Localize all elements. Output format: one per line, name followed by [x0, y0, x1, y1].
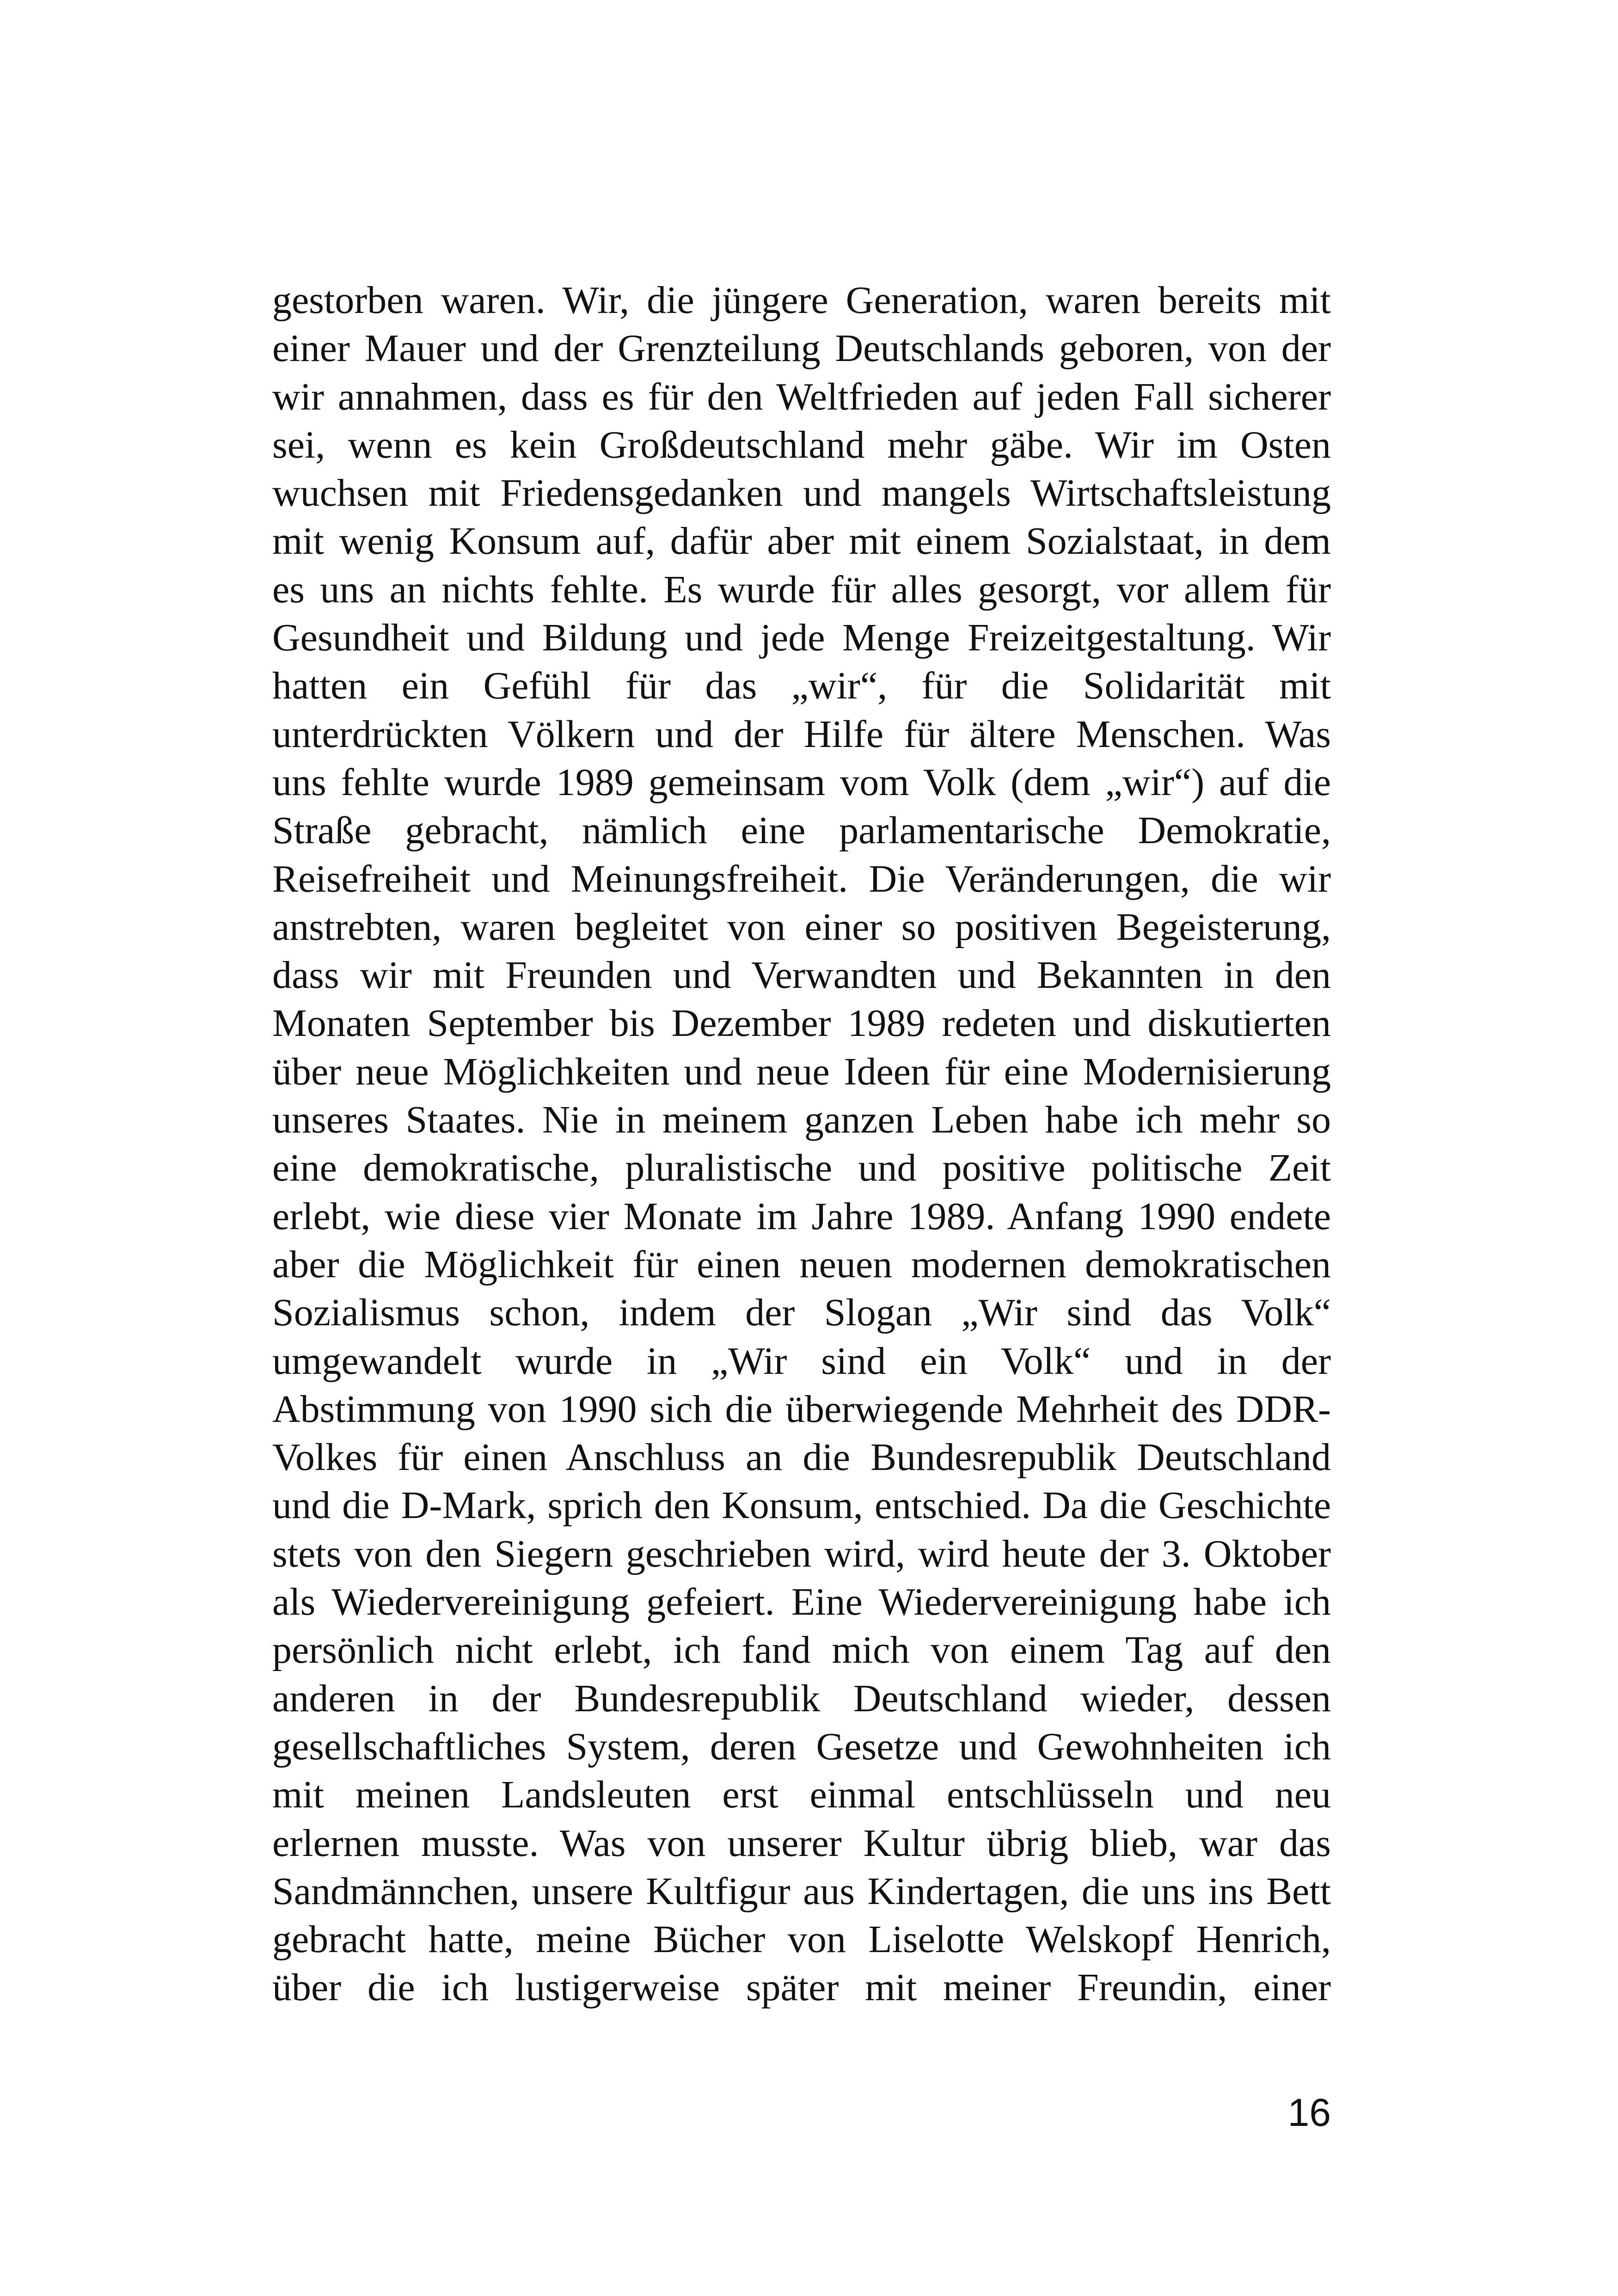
text-line: mit wenig Konsum auf, dafür aber mit einem Sozialstaat, in dem: [272, 520, 1331, 563]
text-line: über neue Möglichkeiten und neue Ideen für eine Modernisierung: [272, 1050, 1331, 1093]
text-line: und die D-Mark, sprich den Konsum, entschied. Da die Geschichte: [272, 1484, 1331, 1527]
text-line: Gesundheit und Bildung und jede Menge Freizeitgestaltung. Wir: [272, 616, 1331, 660]
text-line: einer Mauer und der Grenzteilung Deutschlands geboren, von der: [272, 327, 1331, 370]
text-line: Volkes für einen Anschluss an die Bundesrepublik Deutschland: [272, 1436, 1331, 1479]
text-line: Abstimmung von 1990 sich die überwiegende Mehrheit des DDR-: [272, 1387, 1331, 1431]
text-line: es uns an nichts fehlte. Es wurde für alles gesorgt, vor allem für: [272, 568, 1331, 611]
text-line: gesellschaftliches System, deren Gesetze und Gewohnheiten ich: [272, 1725, 1331, 1768]
text-line: aber die Möglichkeit für einen neuen modernen demokratischen: [272, 1243, 1331, 1286]
text-line: erlebt, wie diese vier Monate im Jahre 1989. Anfang 1990 endete: [272, 1194, 1331, 1238]
text-line: dass wir mit Freunden und Verwandten und Bekannten in den: [272, 954, 1331, 997]
text-line: uns fehlte wurde 1989 gemeinsam vom Volk (dem „wir“) auf die: [272, 760, 1331, 804]
text-line: gestorben waren. Wir, die jüngere Generation, waren bereits mit: [272, 279, 1331, 322]
text-line: anderen in der Bundesrepublik Deutschland wieder, dessen: [272, 1677, 1331, 1720]
text-line: Monaten September bis Dezember 1989 redeten und diskutierten: [272, 1002, 1331, 1045]
text-line: anstrebten, waren begleitet von einer so positiven Begeisterung,: [272, 905, 1331, 949]
text-line: über die ich lustigerweise später mit meiner Freundin, einer: [272, 1966, 1331, 2009]
text-line: umgewandelt wurde in „Wir sind ein Volk“ und in der: [272, 1339, 1331, 1383]
text-line: hatten ein Gefühl für das „wir“, für die Solidarität mit: [272, 664, 1331, 708]
page-number: 16: [1287, 2091, 1331, 2134]
text-line: wir annahmen, dass es für den Weltfrieden auf jeden Fall sicherer: [272, 375, 1331, 418]
text-line: unseres Staates. Nie in meinem ganzen Leben habe ich mehr so: [272, 1098, 1331, 1142]
text-line: wuchsen mit Friedensgedanken und mangels Wirtschaftsleistung: [272, 471, 1331, 515]
text-line: eine demokratische, pluralistische und positive politische Zeit: [272, 1146, 1331, 1190]
text-line: als Wiedervereinigung gefeiert. Eine Wiedervereinigung habe ich: [272, 1580, 1331, 1624]
text-line: mit meinen Landsleuten erst einmal entschlüsseln und neu: [272, 1773, 1331, 1817]
text-line: stets von den Siegern geschrieben wird, wird heute der 3. Oktober: [272, 1532, 1331, 1575]
text-line: unterdrückten Völkern und der Hilfe für ältere Menschen. Was: [272, 712, 1331, 756]
body-text: [272, 276, 1331, 2012]
text-line: erlernen musste. Was von unserer Kultur übrig blieb, war das: [272, 1821, 1331, 1865]
text-line: Sandmännchen, unsere Kultfigur aus Kindertagen, die uns ins Bett: [272, 1869, 1331, 1913]
text-line: Sozialismus schon, indem der Slogan „Wir sind das Volk“: [272, 1291, 1331, 1335]
text-line: Reisefreiheit und Meinungsfreiheit. Die Veränderungen, die wir: [272, 857, 1331, 900]
text-line: persönlich nicht erlebt, ich fand mich von einem Tag auf den: [272, 1629, 1331, 1672]
text-line: sei, wenn es kein Großdeutschland mehr gäbe. Wir im Osten: [272, 423, 1331, 466]
text-line: gebracht hatte, meine Bücher von Liselotte Welskopf Henrich,: [272, 1918, 1331, 1961]
text-line: Straße gebracht, nämlich eine parlamentarische Demokratie,: [272, 809, 1331, 852]
